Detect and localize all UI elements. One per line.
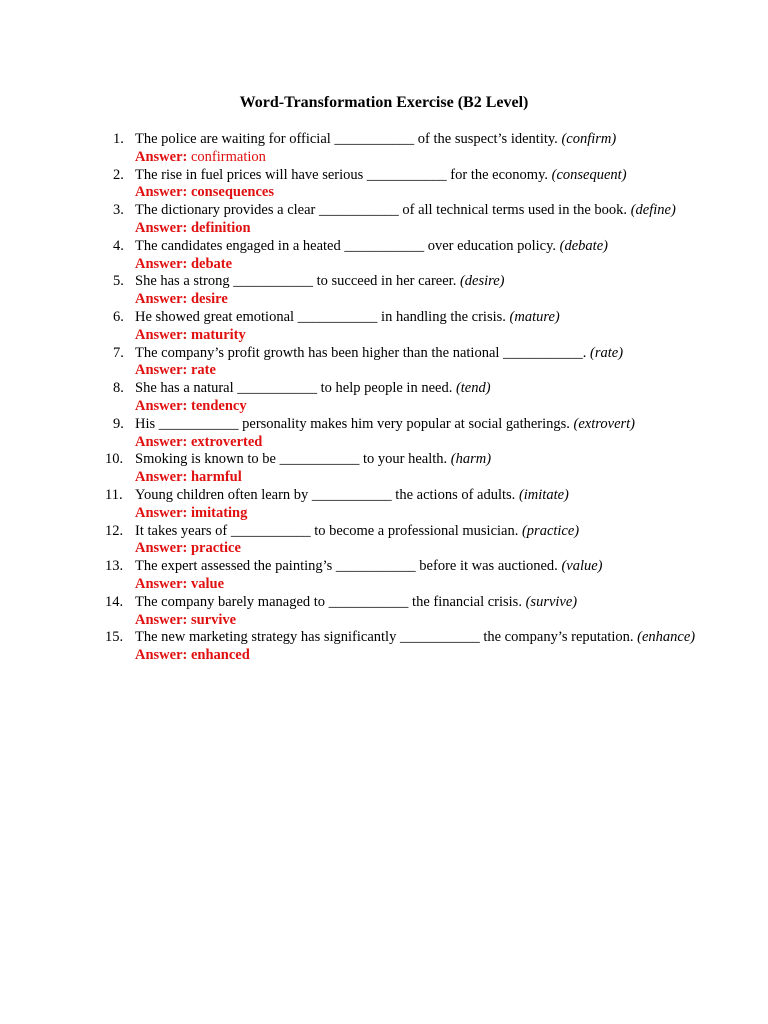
question-text: The police are waiting for official ___________ of the suspect’s identity. [135,131,558,147]
answer-value: extroverted [190,433,263,450]
answer-value: tendency [190,397,247,414]
answer-line [135,505,700,523]
word-hint: (confirm) [561,131,617,147]
item-number: 14. [105,593,124,610]
answer-value: debate [190,255,233,272]
exercise-list [100,131,700,665]
answer-label: Answer: [135,255,188,272]
answer-line [135,256,700,274]
answer-line [135,469,700,487]
answer-label: Answer: [135,540,188,557]
word-hint: (survive) [525,593,578,610]
exercise-item [100,131,700,167]
answer-line [135,184,700,202]
item-number: 8. [113,380,124,397]
item-number: 3. [113,202,124,219]
item-number: 4. [113,237,124,254]
exercise-item [100,345,700,381]
question-text: The rise in fuel prices will have serious ___________ for the economy. [135,166,549,183]
item-number: 10. [105,451,124,468]
question-text: The dictionary provides a clear ___________ of all technical terms used in the book. [135,202,628,219]
answer-line [135,612,700,630]
answer-line [135,398,700,416]
question-text: His ___________ personality makes him very popular at social gatherings. [135,415,570,432]
item-number: 11. [105,486,123,503]
item-number: 7. [113,344,124,361]
item-number: 13. [105,558,124,575]
item-number: 6. [113,308,124,325]
document-title: Word-Transformation Exercise (B2 Level) [239,94,529,111]
question-text: She has a strong ___________ to succeed in her career. [135,273,457,290]
exercise-item [100,167,700,203]
word-hint: (harm) [450,451,492,468]
answer-line [135,434,700,452]
exercise-item [100,558,700,594]
exercise-item [100,523,700,559]
answer-value: definition [190,219,251,236]
question-text: The new marketing strategy has significantly ___________ the company’s reputation. [135,629,634,646]
answer-value: consequences [190,184,274,201]
answer-label: Answer: [135,433,188,450]
answer-value: survive [190,611,237,628]
answer-label: Answer: [135,647,188,664]
answer-label: Answer: [135,291,188,308]
item-number: 15. [105,629,124,646]
exercise-item [100,238,700,274]
word-hint: (enhance) [637,629,696,646]
answer-label: Answer: [135,219,188,236]
exercise-item [100,451,700,487]
word-hint: (consequent) [551,166,627,183]
item-number: 1. [113,131,124,147]
answer-value: confirmation [190,148,266,165]
item-number: 5. [113,273,124,290]
question-text: The expert assessed the painting’s ___________ before it was auctioned. [135,558,558,575]
question-text: The candidates engaged in a heated ___________ over education policy. [135,237,557,254]
word-hint: (rate) [590,344,624,361]
answer-value: desire [190,291,228,308]
question-text: Young children often learn by ___________ the actions of adults. [135,486,516,503]
exercise-item [100,380,700,416]
question-text: The company barely managed to ___________ the financial crisis. [135,593,522,610]
exercise-item [100,273,700,309]
answer-line [135,149,700,167]
answer-line [135,362,700,380]
answer-label: Answer: [135,362,188,379]
answer-line [135,220,700,238]
answer-line [135,576,700,594]
answer-label: Answer: [135,184,188,201]
answer-label: Answer: [135,326,188,343]
answer-label: Answer: [135,148,188,165]
exercise-item [100,629,700,665]
word-hint: (mature) [509,308,560,325]
item-number: 9. [113,415,124,432]
question-text: He showed great emotional ___________ in handling the crisis. [135,308,506,325]
answer-line [135,327,700,345]
exercise-item [100,416,700,452]
answer-value: rate [190,362,216,379]
answer-line [135,647,700,665]
answer-value: practice [190,540,241,557]
exercise-item [100,487,700,523]
answer-value: imitating [190,504,248,521]
item-number: 2. [113,166,124,183]
exercise-item [100,202,700,238]
word-hint: (extrovert) [573,415,636,432]
question-text: She has a natural ___________ to help people in need. [135,380,453,397]
answer-label: Answer: [135,611,188,628]
answer-line [135,540,700,558]
word-hint: (tend) [455,380,491,397]
word-hint: (define) [630,202,676,219]
question-text: It takes years of ___________ to become a professional musician. [135,522,519,539]
answer-label: Answer: [135,469,188,486]
answer-value: maturity [190,326,246,343]
word-hint: (debate) [559,237,608,254]
answer-label: Answer: [135,575,188,592]
word-hint: (imitate) [518,486,569,503]
exercise-item [100,594,700,630]
answer-value: harmful [190,469,242,486]
answer-value: value [190,575,225,592]
question-text: The company’s profit growth has been higher than the national ___________. [135,344,587,361]
exercise-item [100,309,700,345]
answer-label: Answer: [135,397,188,414]
question-text: Smoking is known to be ___________ to your health. [135,451,448,468]
word-hint: (desire) [459,273,505,290]
word-hint: (practice) [521,522,580,539]
item-number: 12. [105,522,124,539]
answer-line [135,291,700,309]
answer-label: Answer: [135,504,188,521]
word-hint: (value) [561,558,603,575]
answer-value: enhanced [190,647,250,664]
